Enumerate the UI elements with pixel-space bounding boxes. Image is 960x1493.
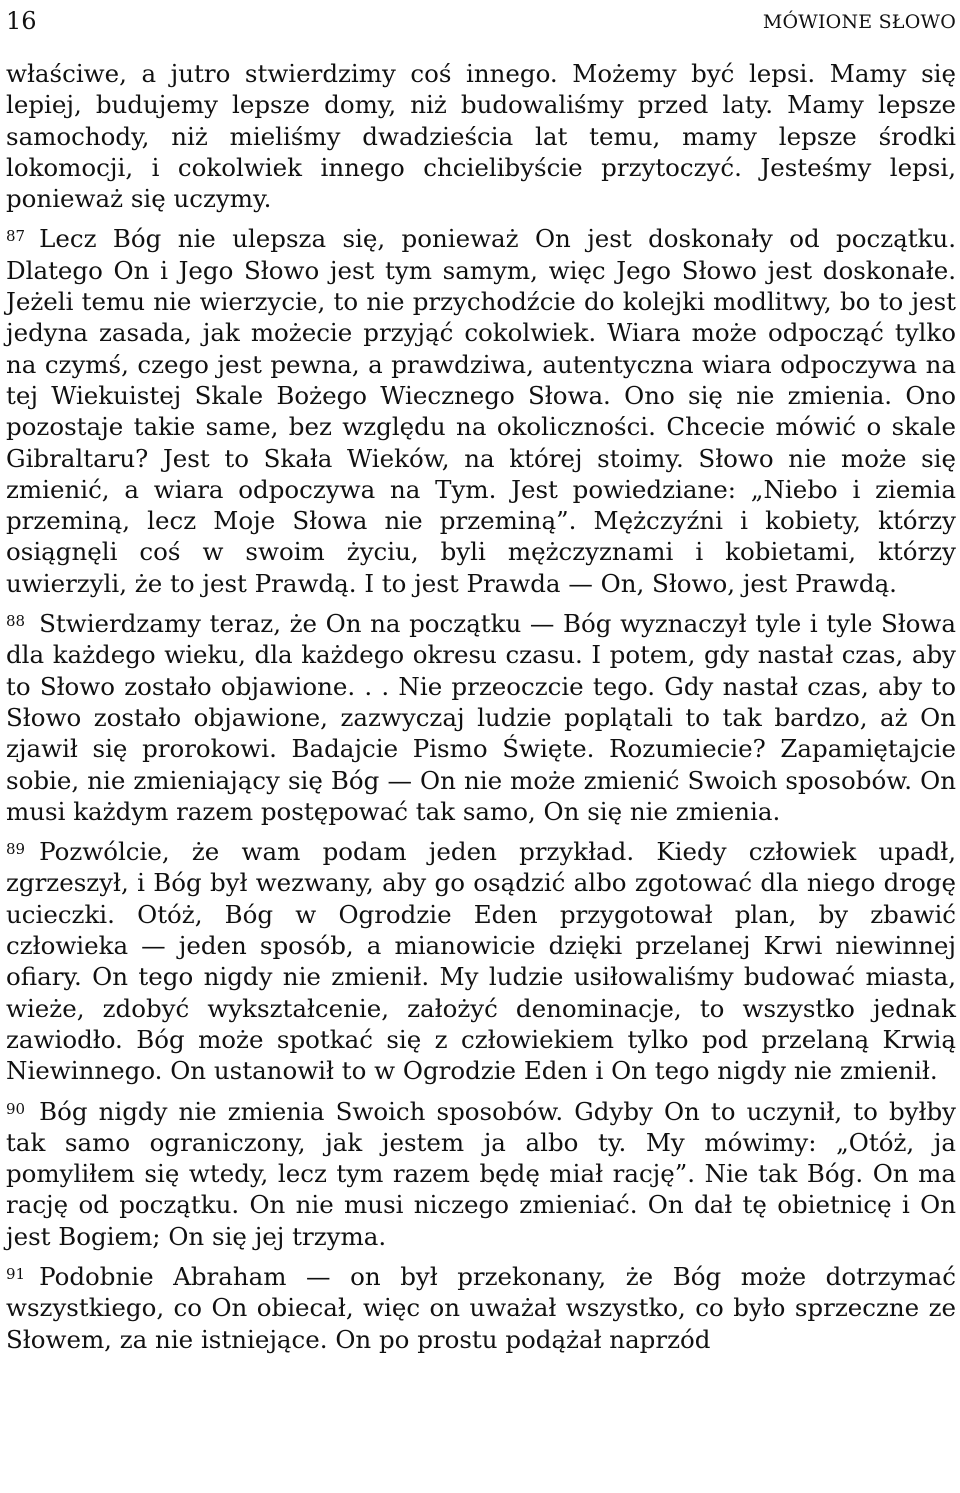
page-header — [6, 4, 956, 40]
paragraph-89 — [6, 834, 956, 1086]
paragraph-text: Podobnie Abraham — on był przekonany, że Bóg może dotrzymać wszystkiego, co On obiecał, więc on uważał wszystko, co było sprzeczne ze Słowem, za nie istniejące. On po prostu podążał naprzód — [6, 1261, 956, 1354]
paragraph-number: 89 — [6, 840, 26, 859]
running-title: MÓWIONE SŁOWO — [762, 11, 956, 33]
paragraph-text: Bóg nigdy nie zmienia Swoich sposobów. Gdyby On to uczynił, to byłby tak samo ograniczony, jak jestem ja albo ty. My mówimy: „Otóż, ja pomyliłem się wtedy, lecz tym razem będę miał rację”. Nie tak Bóg. On ma rację od początku. On nie musi niczego zmieniać. On dał tę obietnicę i On jest Bogiem; On się jej trzyma. — [6, 1096, 956, 1251]
paragraph-number: 91 — [6, 1264, 26, 1283]
paragraph-text: Stwierdzamy teraz, że On na początku — Bóg wyznaczył tyle i tyle Słowa dla każdego wieku, dla każdego okresu czasu. I potem, gdy nastał czas, aby to Słowo zostało objawione. . . Nie przeoczcie tego. Gdy nastał czas, aby to Słowo zostało objawione, zazwyczaj ludzie poplątali to tak bardzo, aż On zjawił się prorokowi. Badajcie Pismo Święte. Rozumiecie? Zapamiętajcie sobie, nie zmieniający się Bóg — On nie może zmienić Swoich sposobów. On musi każdym razem postępować tak samo, On się nie zmienia. — [6, 609, 956, 826]
paragraph-90 — [6, 1094, 956, 1252]
paragraph-number: 88 — [6, 612, 26, 631]
paragraph-text: właściwe, a jutro stwierdzimy coś innego. Możemy być lepsi. Mamy się lepiej, budujemy lepsze domy, niż budowaliśmy przed laty. Mamy lepsze samochody, niż mieliśmy dwadzieścia lat temu, mamy lepsze środki lokomocji, i cokolwiek innego chcielibyście przytoczyć. Jesteśmy lepsi, ponieważ się uczymy. — [6, 59, 956, 214]
paragraph-number: 90 — [6, 1099, 26, 1118]
paragraph-88 — [6, 606, 956, 827]
paragraph-continuation — [6, 58, 956, 214]
paragraph-87 — [6, 221, 956, 599]
paragraph-number: 87 — [6, 227, 26, 246]
paragraph-text: Lecz Bóg nie ulepsza się, ponieważ On jest doskonały od początku. Dlatego On i Jego Słowo jest tym samym, więc Jego Słowo jest doskonałe. Jeżeli temu nie wierzycie, to nie przychodźcie do kolejki modlitwy, bo to jest jedyna zasada, jak możecie przyjąć cokolwiek. Wiara może odpocząć tylko na czymś, czego jest pewna, a prawdziwa, autentyczna wiara odpoczywa na tej Wiekuistej Skale Bożego Wiecznego Słowa. Ono się nie zmienia. Ono pozostaje takie same, bez względu na okoliczności. Chcecie mówić o skale Gibraltaru? Jest to Skała Wieków, na której stoimy. Słowo nie może się zmienić, a wiara odpoczywa na Tym. Jest powiedziane: „Niebo i ziemia przeminą, lecz Moje Słowa nie przeminą”. Mężczyźni i kobiety, którzy osiągnęli coś w swoim życiu, byli mężczyznami i kobietami, którzy uwierzyli, że to jest Prawdą. I to jest Prawda — On, Słowo, jest Prawdą. — [6, 224, 956, 598]
paragraph-text: Pozwólcie, że wam podam jeden przykład. Kiedy człowiek upadł, zgrzeszył, i Bóg był wezwany, aby go osądzić albo zgotować dla niego drogę ucieczki. Otóż, Bóg w Ogrodzie Eden przygotował plan, by zbawić człowieka — jeden sposób, a mianowicie dzięki przelanej Krwi niewinnej ofiary. On tego nigdy nie zmienił. My ludzie usiłowaliśmy budować miasta, wieże, zdobyć wykształcenie, założyć denominacje, to wszystko jednak zawiodło. Bóg może spotkać się z człowiekiem tylko pod przelaną Krwią Niewinnego. On ustanowił to w Ogrodzie Eden i On tego nigdy nie zmienił. — [6, 837, 956, 1086]
page-number: 16 — [6, 7, 37, 35]
page-body — [6, 58, 956, 1355]
paragraph-91 — [6, 1259, 956, 1355]
